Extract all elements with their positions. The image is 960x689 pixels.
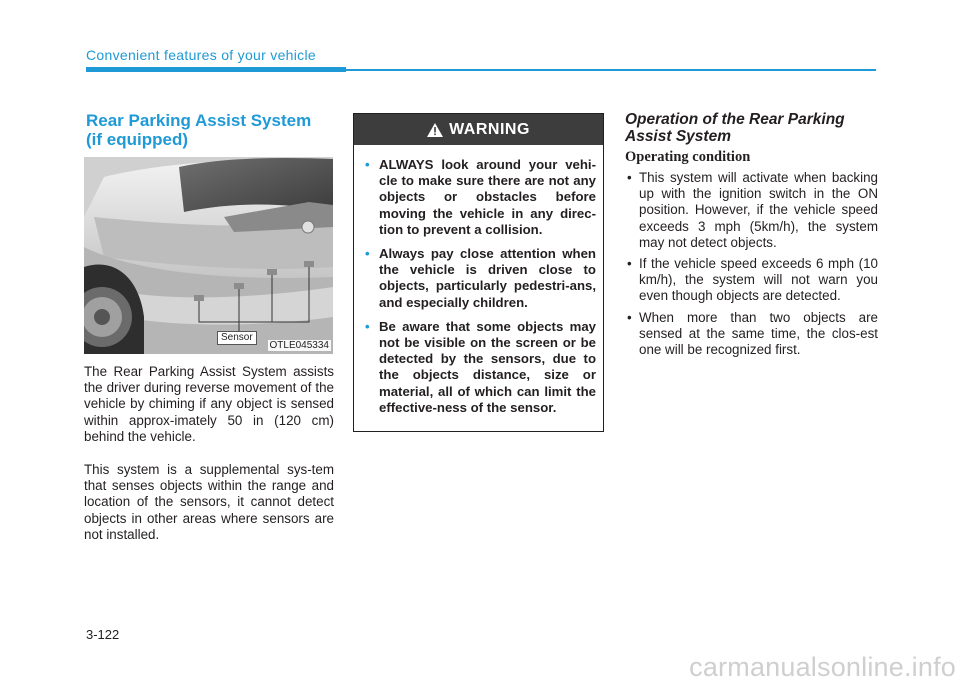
warning-triangle-icon [427,123,443,137]
sensor-callout-label: Sensor [217,331,257,345]
header-divider-thick [86,67,346,72]
warning-item: • ALWAYS look around your vehi-cle to make sure there are not any objects or obstacles before moving the vehicle in any direc-tion to prevent a collision. [365,157,596,238]
operation-list [625,170,878,363]
operation-title-line1: Operation of the Rear Parking [625,111,845,128]
header-divider-thin [346,69,876,71]
watermark: carmanualsonline.info [689,652,956,682]
warning-header [354,114,603,145]
section-title-line2: (if equipped) [86,130,188,149]
operation-item: • If the vehicle speed exceeds 6 mph (10 km/h), the system will not warn you even though objects are detected. [625,256,878,305]
warning-title: WARNING [449,120,530,138]
operation-item: • When more than two objects are sensed at the same time, the clos-est one will be recognized first. [625,310,878,359]
warning-list [354,145,603,416]
intro-paragraph: The Rear Parking Assist System assists the driver during reverse movement of the vehicle by chiming if any object is sensed within approx-imately 50 in (120 cm) behind the vehicle. [84,364,334,444]
operation-item: • This system will activate when backing up with the ignition switch in the ON position. However, if the vehicle speed exceeds 3 mph (5km/h), the system may not detect objects. [625,170,878,251]
warning-box [353,113,604,432]
warning-item: • Always pay close attention when the vehicle is driven close to objects, particularly pedestri-ans, and especially children. [365,246,596,311]
figure-code: OTLE045334 [269,340,329,351]
rear-vehicle-illustration [84,157,333,354]
operation-subtitle: Operating condition [625,149,751,165]
operation-title-line2: Assist System [625,128,731,145]
section-title-line1: Rear Parking Assist System [86,111,312,130]
vehicle-rear-drawing [84,157,333,354]
header-title: Convenient features of your vehicle [86,47,316,63]
section-title [86,111,336,149]
supplemental-paragraph: This system is a supplemental sys-tem that senses objects within the range and location of the sensors, it cannot detect objects in other areas where sensors are not installed. [84,462,334,542]
page-number: 3-122 [86,627,120,642]
operation-title [625,111,875,145]
warning-item: • Be aware that some objects may not be visible on the screen or be detected by the sensors, due to the objects distance, size or material, all of which can limit the effective-ness of the sensor. [365,319,596,416]
